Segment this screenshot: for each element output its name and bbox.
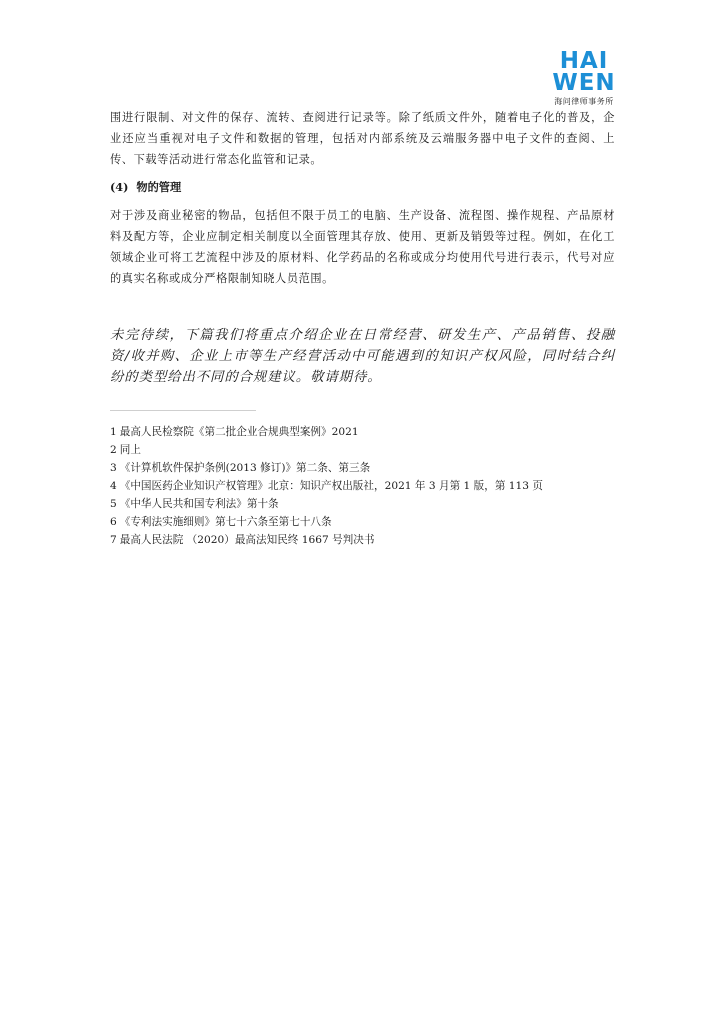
footnote-item [110,477,615,495]
footnote-text: 同上 [119,444,141,456]
footnote-list [110,423,615,549]
footnote-text: 《中华人民共和国专利法》第十条 [119,498,279,510]
footnote-item [110,513,615,531]
footnote-number: 1 [110,426,117,438]
intro-paragraph: 围进行限制、对文件的保存、流转、查阅进行记录等。除了纸质文件外，随着电子化的普及，企业还应当重视对电子文件和数据的管理，包括对内部系统及云端服务器中电子文件的查阅、上传、下载等活动进行常态化监管和记录。 [110,111,615,166]
footnote-text: 最高人民法院 （2020）最高法知民终 1667 号判决书 [119,534,375,546]
section-paragraph: 对于涉及商业秘密的物品，包括但不限于员工的电脑、生产设备、流程图、操作规程、产品原材料及配方等，企业应制定相关制度以全面管理其存放、使用、更新及销毁等过程。例如，在化工领域企业可将工艺流程中涉及的原材料、化学药品的名称或成分均使用代号进行表示，代号对应的真实名称或成分严格限制知晓人员范围。 [110,209,615,285]
footnote-number: 4 [110,480,117,492]
footnote-divider [110,410,256,411]
footnote-text: 《专利法实施细则》第七十六条至第七十八条 [119,516,332,528]
document-body [110,107,615,549]
footnote-number: 6 [110,516,117,528]
logo-subtitle: 海问律师事务所 [554,97,614,106]
closing-note: 未完待续，下篇我们将重点介绍企业在日常经营、研发生产、产品销售、投融资/收并购、企业上市等生产经营活动中可能遇到的知识产权风险，同时结合纠纷的类型给出不同的合规建议。敬请期待。 [110,328,615,385]
section-title: 物的管理 [136,180,182,194]
footnote-number: 3 [110,462,117,474]
section-heading [110,177,615,198]
logo-text-line-1: HAI [559,48,609,74]
footnote-number: 2 [110,444,117,456]
footnote-item [110,459,615,477]
section-number: (4) [110,180,129,194]
footnote-number: 7 [110,534,117,546]
footnote-text: 《中国医药企业知识产权管理》北京：知识产权出版社，2021 年 3 月第 1 版，第 113 页 [119,480,543,492]
footnote-item [110,441,615,459]
footnote-number: 5 [110,498,117,510]
footnote-item [110,531,615,549]
footnote-text: 《计算机软件保护条例(2013 修订)》第二条、第三条 [119,462,371,474]
footnote-item [110,495,615,513]
footnote-text: 最高人民检察院《第二批企业合规典型案例》2021 [119,426,359,438]
haiwen-logo [548,50,620,107]
footnote-item [110,423,615,441]
logo-text-line-2: WEN [552,70,616,96]
